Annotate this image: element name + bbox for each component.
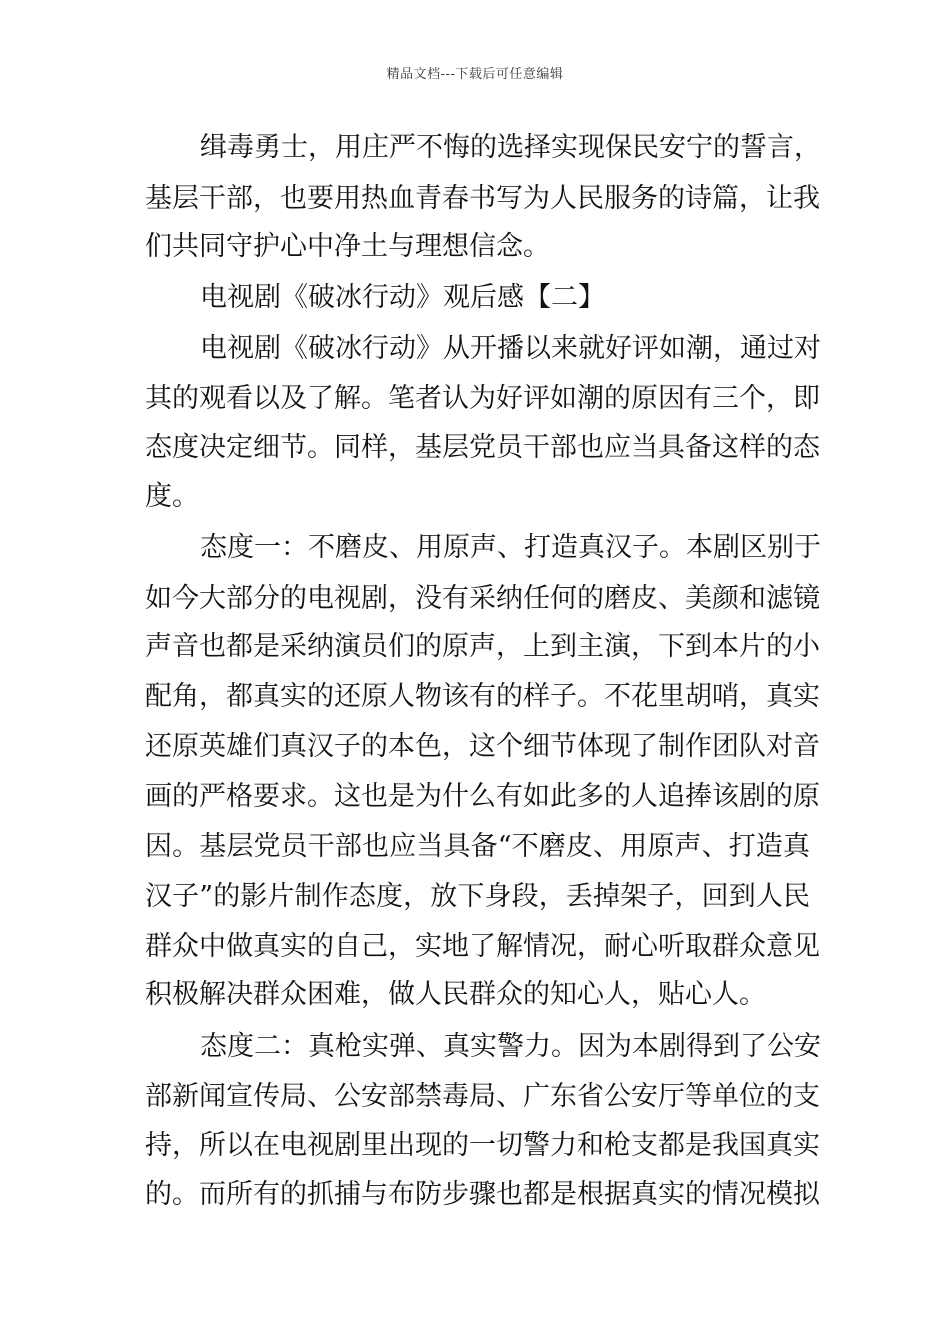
paragraph-line: 度。 <box>145 481 199 512</box>
paragraph-line: 声音也都是采纳演员们的原声，上到主演，下到本片的小 <box>145 631 820 662</box>
paragraph-line: 态度二：真枪实弹、真实警力。因为本剧得到了公安 <box>200 1031 821 1062</box>
paragraph-line: 的。而所有的抓捕与布防步骤也都是根据真实的情况模拟 <box>145 1179 820 1210</box>
section-heading: 电视剧《破冰行动》观后感【二】 <box>200 282 605 313</box>
paragraph-line: 如今大部分的电视剧，没有采纳任何的磨皮、美颜和滤镜 <box>145 583 820 614</box>
paragraph-line: 部新闻宣传局、公安部禁毒局、广东省公安厅等单位的支 <box>145 1081 820 1112</box>
paragraph-line: 缉毒勇士，用庄严不悔的选择实现保民安宁的誓言， <box>200 132 821 163</box>
paragraph-line: 汉子”的影片制作态度，放下身段，丢掉架子，回到人民 <box>145 881 810 912</box>
paragraph-line: 其的观看以及了解。笔者认为好评如潮的原因有三个，即 <box>145 383 820 414</box>
page-header: 精品文档---下载后可任意编辑 <box>386 67 564 82</box>
paragraph-line: 们共同守护心中净土与理想信念。 <box>145 231 550 262</box>
paragraph-line: 画的严格要求。这也是为什么有如此多的人追捧该剧的原 <box>145 781 820 812</box>
paragraph-line: 积极解决群众困难，做人民群众的知心人，贴心人。 <box>145 979 766 1010</box>
paragraph-line: 群众中做真实的自己，实地了解情况，耐心听取群众意见 <box>145 931 820 962</box>
paragraph-line: 电视剧《破冰行动》从开播以来就好评如潮，通过对 <box>200 333 821 364</box>
paragraph-line: 因。基层党员干部也应当具备“不磨皮、用原声、打造真 <box>145 831 810 862</box>
paragraph-line: 还原英雄们真汉子的本色，这个细节体现了制作团队对音 <box>145 731 820 762</box>
paragraph-line: 基层干部，也要用热血青春书写为人民服务的诗篇，让我 <box>145 183 820 214</box>
paragraph-line: 态度一：不磨皮、用原声、打造真汉子。本剧区别于 <box>200 532 821 563</box>
paragraph-line: 态度决定细节。同样，基层党员干部也应当具备这样的态 <box>145 432 820 463</box>
paragraph-line: 持，所以在电视剧里出现的一切警力和枪支都是我国真实 <box>145 1130 820 1161</box>
paragraph-line: 配角，都真实的还原人物该有的样子。不花里胡哨，真实 <box>145 681 820 712</box>
